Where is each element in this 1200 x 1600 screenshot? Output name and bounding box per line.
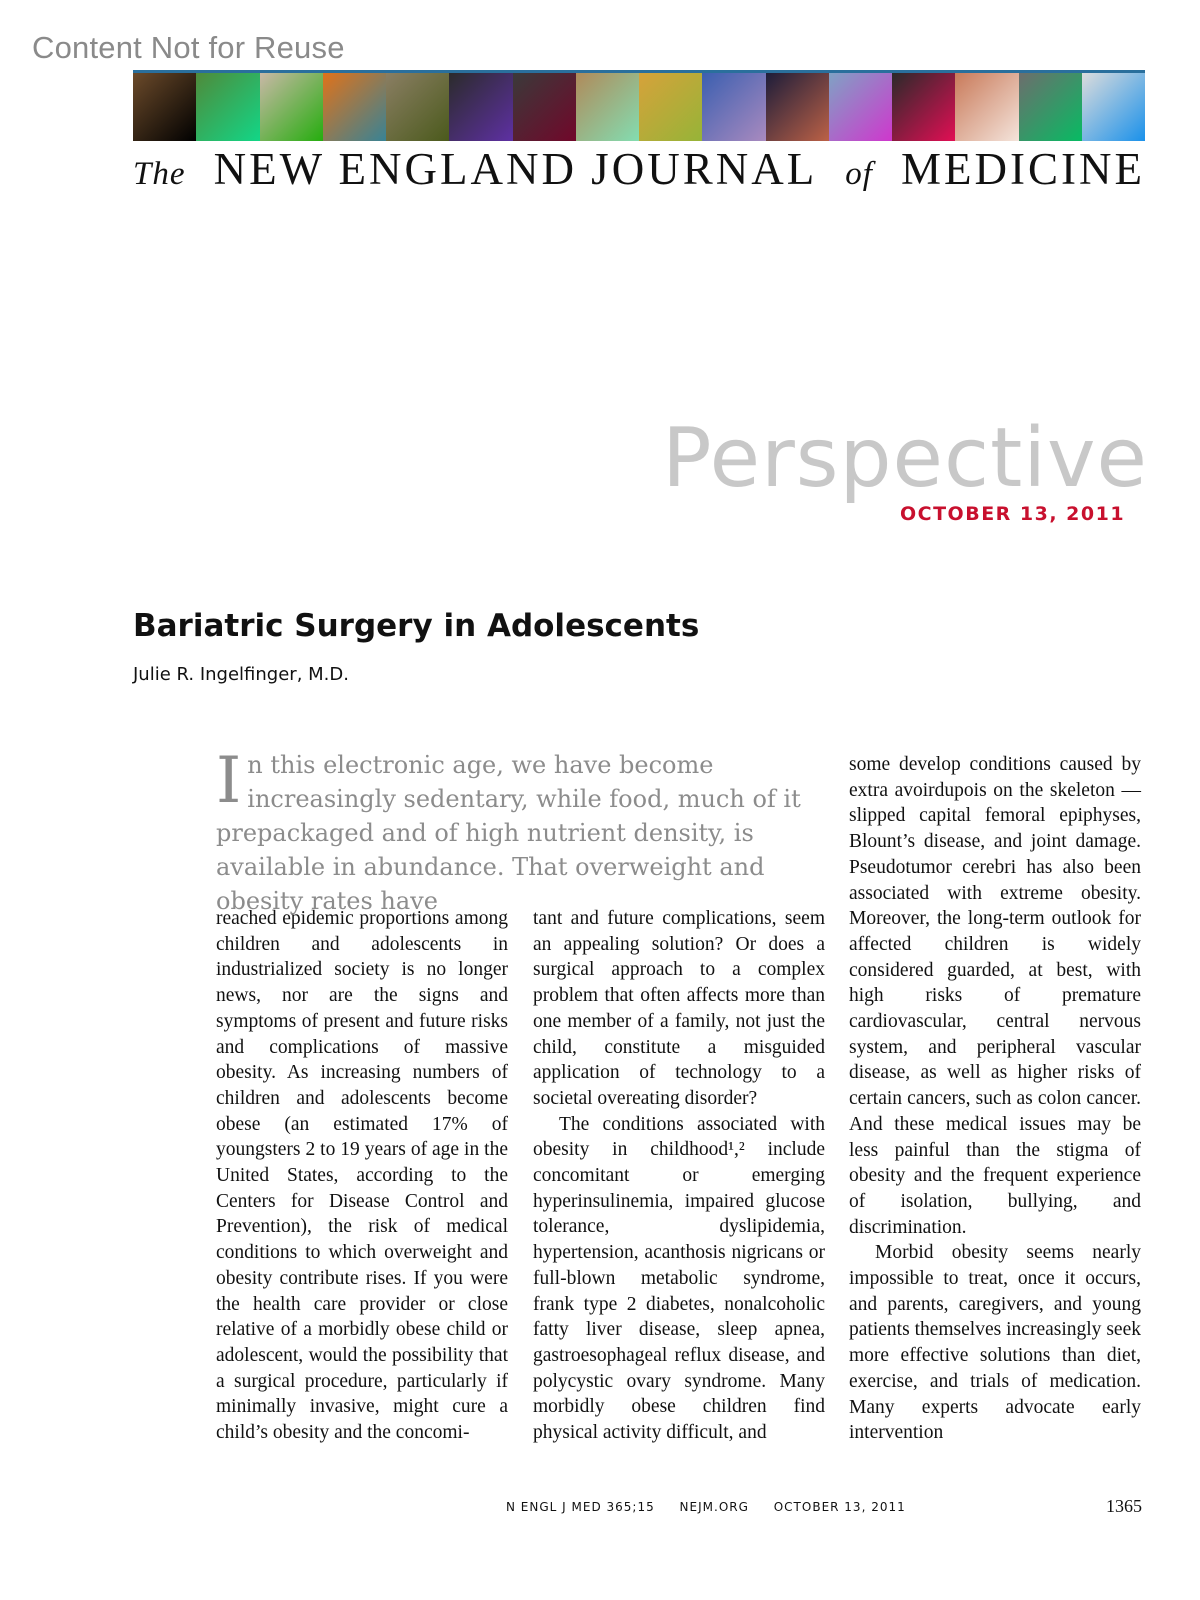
watermark: Content Not for Reuse [32, 30, 345, 65]
banner-tile [386, 73, 449, 141]
journal-masthead [133, 143, 1145, 195]
banner-tile [133, 73, 196, 141]
lead-text: n this electronic age, we have become increasingly sedentary, while food, much of it prepackaged and of high nutrient density, is available in abundance. That overweight and obesity rates have [216, 751, 801, 915]
banner-tile [449, 73, 512, 141]
masthead-main: NEW ENGLAND JOURNAL [213, 144, 818, 194]
column-3-paragraph-2: Morbid obesity seems nearly impossible to treat, once it occurs, and parents, caregivers, and young patients themselves increasingly seek more effective solutions than diet, exercise, and trials of medication. Many experts advocate early intervention [849, 1242, 1141, 1444]
masthead-the: The [133, 156, 186, 192]
page-footer [506, 1500, 926, 1514]
section-date: OCTOBER 13, 2011 [900, 503, 1126, 525]
banner-tile [260, 73, 323, 141]
banner-tile [955, 73, 1018, 141]
masthead-medicine: MEDICINE [901, 144, 1145, 194]
banner-tile [513, 73, 576, 141]
drop-cap: I [216, 744, 242, 818]
banner-tile [639, 73, 702, 141]
article-title: Bariatric Surgery in Adolescents [133, 608, 700, 644]
column-1-text: reached epidemic proportions among children and adolescents in industrialized society is no longer news, nor are the signs and symptoms of present and future risks and complications of massive obesity. As increasing numbers of children and adolescents become obese (an estimated 17% of youngsters 2 to 19 years of age in the United States, according to the Centers for Disease Control and Prevention), the risk of medical conditions to which overweight and obesity contribute rises. If you were the health care provider or close relative of a morbidly obese child or adolescent, would the possibility that a surgical procedure, particularly if minimally invasive, might cure a child’s obesity and the concomi- [216, 908, 508, 1444]
banner-tile [892, 73, 955, 141]
column-3 [849, 752, 1141, 1446]
masthead-of: of [845, 156, 873, 192]
column-2-paragraph-2: The conditions associated with obesity in childhood¹,² include concomitant or emerging hyperinsulinemia, impaired glucose tolerance, dyslipidemia, hypertension, acanthosis nigricans or full-blown metabolic syndrome, frank type 2 diabetes, nonalcoholic fatty liver disease, sleep apnea, gastroesophageal reflux disease, and polycystic ovary syndrome. Many morbidly obese children find physical activity difficult, and [533, 1113, 825, 1444]
banner-tile [829, 73, 892, 141]
footer-site: NEJM.ORG [679, 1500, 749, 1514]
banner-tile [196, 73, 259, 141]
column-3-paragraph-1: some develop conditions caused by extra avoirdupois on the skeleton — slipped capital femoral epiphyses, Blount’s disease, and joint damage. Pseudotumor cerebri has also been associated with extreme obesity. Moreover, the long-term outlook for affected children is widely considered guarded, at best, with high risks of premature cardiovascular, central nervous system, and peripheral vascular disease, as well as higher risks of certain cancers, such as colon cancer. And these medical issues may be less painful than the stigma of obesity and the frequent experience of isolation, bullying, and discrimination. [849, 754, 1141, 1238]
column-1 [216, 906, 508, 1446]
page-number: 1365 [1106, 1496, 1142, 1516]
section-label: Perspective [662, 411, 1148, 506]
masthead-image-banner [133, 70, 1145, 141]
banner-tile [766, 73, 829, 141]
footer-citation: N ENGL J MED 365;15 [506, 1500, 655, 1514]
banner-tile [1019, 73, 1082, 141]
footer-date: OCTOBER 13, 2011 [773, 1500, 906, 1514]
banner-tile [702, 73, 765, 141]
article-author: Julie R. Ingelfinger, M.D. [133, 664, 349, 685]
banner-tile [576, 73, 639, 141]
column-2 [533, 906, 825, 1446]
column-2-paragraph-1: tant and future complications, seem an appealing solution? Or does a surgical approach to a complex problem that often affects more than one member of a family, not just the child, constitute a misguided application of technology to a societal overeating disorder? [533, 908, 825, 1109]
banner-tile [1082, 73, 1145, 141]
lead-paragraph [216, 744, 816, 918]
banner-tile [323, 73, 386, 141]
